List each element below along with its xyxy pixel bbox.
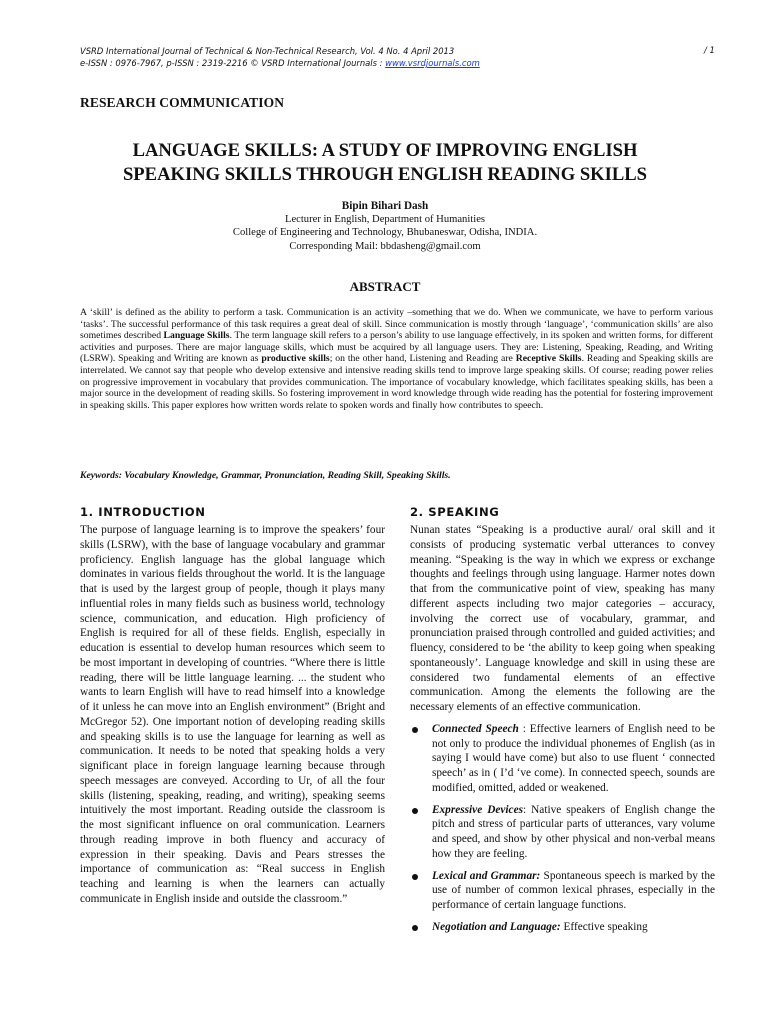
list-item [410,869,715,913]
bullet-term: Lexical and Grammar: [432,869,541,882]
header-journal-line: VSRD International Journal of Technical & Non-Technical Research, Vol. 4 No. 4 April 2013 [80,46,455,56]
bullet-text: Effective speaking [560,920,648,933]
paper-title [80,139,690,187]
journal-header [80,45,690,69]
title-line-1: LANGUAGE SKILLS: A STUDY OF IMPROVING ENGLISH [132,140,638,161]
header-issn-text: e-ISSN : 0976-7967, p-ISSN : 2319-2216 © VSRD International Journals : [80,58,386,68]
bullet-text: Spontaneous speech is marked by the use of number of common lexical phrases, especially in the performance of certain language functions. [432,869,715,911]
bullet-term: Expressive Devices [432,803,523,816]
author-affiliation: College of Engineering and Technology, Bhubaneswar, Odisha, INDIA. [232,227,538,239]
section-label: RESEARCH COMMUNICATION [80,95,285,110]
bullet-text: : Effective learners of English need to be not only to produce the individual phonemes of English (as in saying I would have come) but also to use fluent ‘ connected speech’ as in ( I’d ‘ve come). In connected speech, sounds are modified, omitted, added or weakened. [432,722,715,794]
page-number: / 1 [704,45,715,55]
speaking-text: Nunan states “Speaking is a productive aural/ oral skill and it consists of producing systematic verbal utterances to convey meaning. “Speaking is the way in which we express or exchange thoughts and feelings through using language. Harmer notes down that from the communicative point of view, speaking has many different aspects including two major categories – accuracy, involving the correct use of vocabulary, grammar, and pronunciation praised through controlled and guided activities; and fluency, considered to be ‘the ability to keep going when speaking spontaneously’. Language knowledge and skill in using these are considered two fundamental elements of an effective communication. Among the elements the following are the necessary elements of an effective communication. [410,524,715,713]
bullet-icon [412,925,418,931]
author-name: Bipin Bihari Dash [341,200,429,212]
speaking-heading: 2. SPEAKING [410,505,500,519]
abstract-bold-1: Language Skills [163,330,230,342]
title-line-2: SPEAKING SKILLS THROUGH ENGLISH READING SKILLS [122,164,648,185]
abstract-bold-2: productive skills [261,353,330,365]
introduction-column [80,505,385,907]
abstract-part-2: . The term language skill refers to a person’s ability to use language effectively, in its spoken and written forms, for different activities and purposes. There are major language skills, which must be acquired by all language users. They are: Listening, Speaking, Reading, and Writing (LSRW). Speaking and Writing are known as [80,330,713,365]
abstract-part-4: . Reading and Speaking skills are interrelated. We cannot say that people who develop extensive and intensive reading skills tend to improve large speaking skills. Of course; reading power relies on progressive improvement in vocabulary that provides communication. The importance of vocabulary knowledge, which facilitates speaking skills, has been a major source in the development of reading skills. So fostering improvement in word knowledge through wide reading has the potential for fostering improvement in speaking skills. This paper explores how written words relate to spoken words and finally how contributes to speech. [80,353,714,411]
abstract-part-1: A ‘skill’ is defined as the ability to perform a task. Communication is an activity –something that we do. When we communicate, we have to perform various ‘tasks’. The successful performance of this task requires a great deal of skill. Since communication is mostly through ‘language’, ‘communication skills’ are also sometimes described [80,307,713,342]
header-issn-line [80,57,690,69]
bullet-text: : Native speakers of English change the pitch and stress of particular parts of utterances, vary volume and speed, and show by other physical and non-verbal means how they are feeling. [432,803,715,860]
bullet-icon [412,727,418,733]
author-block [80,200,690,253]
bullet-icon [412,808,418,814]
keywords-line: Keywords: Vocabulary Knowledge, Grammar, Pronunciation, Reading Skill, Speaking Skills. [80,470,451,481]
speaking-column [410,505,715,935]
abstract-part-3: ; on the other hand, Listening and Reading are [329,353,516,365]
list-item [410,803,715,862]
list-item [410,920,715,935]
bullet-term: Connected Speech [432,722,519,735]
author-position: Lecturer in English, Department of Humanities [284,214,486,226]
list-item [410,722,715,796]
introduction-text: The purpose of language learning is to improve the speakers’ four skills (LSRW), with the base of language vocabulary and grammar proficiency. English language has the global language which dominates in various fields throughout the world. It is the language that is used by the largest group of people, though it plays many influential roles in many fields such as business world, technology science, communication, and education. High proficiency of English is required for all of these fields. English, especially in education is essential to develop human resources which seem to be most important in developing of countries. “Where there is little reading, there will be little language learning. ... the student who wants to learn English will have to read himself into a knowledge of it unless he can move into an English environment” (Bright and McGregor 52). One important notion of developing reading skills and speaking skills is to use the language for learning as well as communication. It needs to be noted that speaking holds a very significant place in foreign language learning because through speech messages are conveyed. According to Ur, of all the four skills (listening, speaking, reading, and writing), speaking seems intuitively the most important. Reading outside the classroom is the most significant influence on oral communication. Learners through reading improve in both fluency and accuracy of expression in their speaking. Davis and Pears stresses the importance of communication as: “Real success in English teaching and learning is when the learners can actually communicate in English inside and outside the classroom.” [80,524,385,905]
bullet-term: Negotiation and Language: [432,920,561,933]
introduction-heading: 1. INTRODUCTION [80,505,206,519]
abstract-text [80,307,713,411]
bullet-icon [412,874,418,880]
journal-website-link[interactable]: www.vsrdjournals.com [385,58,480,68]
speaking-elements-list [410,722,715,935]
author-email: Corresponding Mail: bbdasheng@gmail.com [289,240,481,252]
abstract-heading: ABSTRACT [349,279,421,294]
abstract-bold-3: Receptive Skills [515,353,582,365]
